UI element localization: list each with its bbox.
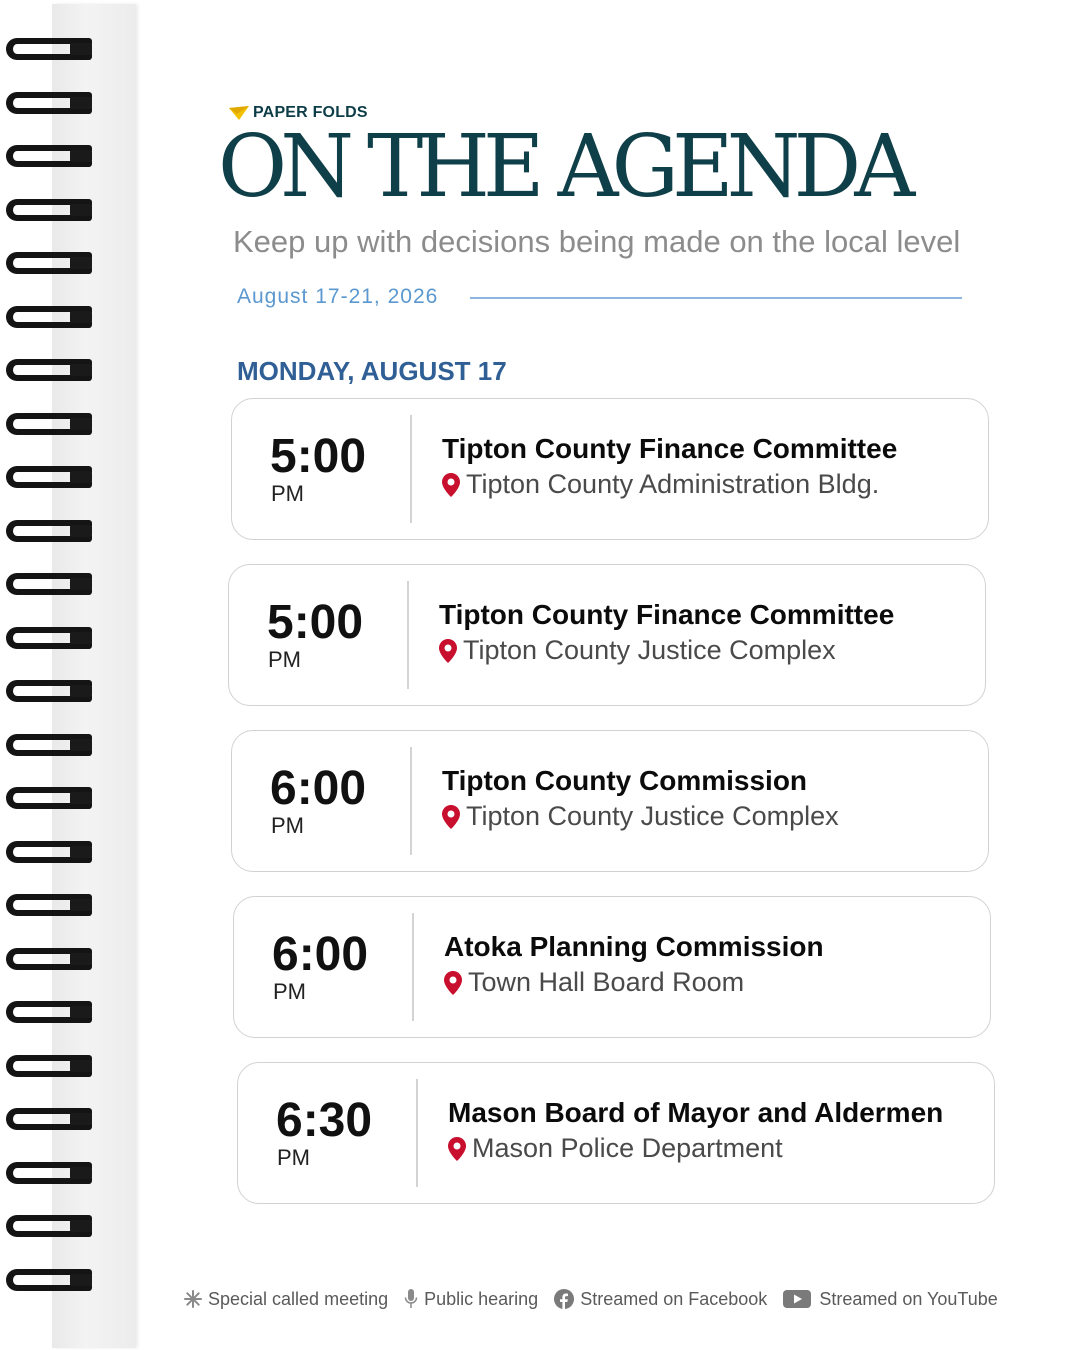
card-divider bbox=[412, 913, 414, 1021]
meeting-location-text: Town Hall Board Room bbox=[468, 967, 745, 997]
date-divider bbox=[470, 297, 962, 299]
meeting-location bbox=[442, 801, 839, 832]
meeting-location bbox=[439, 635, 836, 666]
binding-hole bbox=[70, 792, 92, 804]
binding-hole bbox=[70, 1006, 92, 1018]
meeting-time: 6:00 bbox=[270, 762, 367, 815]
meeting-location-text: Tipton County Justice Complex bbox=[466, 801, 839, 831]
binding-hole bbox=[70, 1220, 92, 1232]
meeting-ampm: PM bbox=[268, 647, 301, 672]
meeting-time: 6:30 bbox=[276, 1094, 373, 1147]
meeting-name: Tipton County Commission bbox=[442, 765, 808, 796]
binding-hole bbox=[70, 685, 92, 697]
card-divider bbox=[407, 581, 409, 689]
meeting-card bbox=[233, 896, 991, 1038]
binding-hole bbox=[70, 953, 92, 965]
date-range: August 17-21, 2026 bbox=[237, 285, 439, 308]
binding-hole bbox=[70, 1060, 92, 1072]
binding-hole bbox=[70, 204, 92, 216]
meeting-location-text: Tipton County Administration Bldg. bbox=[466, 469, 880, 499]
spiral-binding bbox=[0, 0, 140, 1350]
card-divider bbox=[410, 415, 412, 523]
binding-hole bbox=[70, 846, 92, 858]
meeting-time: 5:00 bbox=[267, 596, 364, 649]
binding-hole bbox=[70, 1113, 92, 1125]
day-heading: MONDAY, AUGUST 17 bbox=[237, 356, 507, 386]
meeting-card bbox=[228, 564, 986, 706]
meeting-name: Tipton County Finance Committee bbox=[442, 433, 898, 464]
microphone-icon bbox=[404, 1288, 418, 1310]
legend-youtube-label: Streamed on YouTube bbox=[819, 1288, 998, 1309]
legend-hearing bbox=[404, 1288, 538, 1310]
binding-hole bbox=[70, 257, 92, 269]
meeting-card bbox=[237, 1062, 995, 1204]
legend-facebook-label: Streamed on Facebook bbox=[580, 1288, 768, 1309]
legend bbox=[184, 1288, 1014, 1310]
binding-hole bbox=[70, 739, 92, 751]
meeting-location-text: Tipton County Justice Complex bbox=[463, 635, 836, 665]
meeting-name: Mason Board of Mayor and Aldermen bbox=[448, 1097, 944, 1128]
meeting-location bbox=[444, 967, 744, 998]
card-divider bbox=[410, 747, 412, 855]
meeting-location-text: Mason Police Department bbox=[472, 1133, 783, 1163]
binding-hole bbox=[70, 1167, 92, 1179]
meeting-ampm: PM bbox=[271, 481, 304, 506]
binding-hole bbox=[70, 899, 92, 911]
location-pin-icon bbox=[444, 971, 462, 995]
binding-hole bbox=[70, 578, 92, 590]
page-title: ON THE AGENDA bbox=[218, 117, 909, 217]
meeting-card bbox=[231, 398, 989, 540]
meeting-time: 6:00 bbox=[272, 928, 369, 981]
facebook-icon bbox=[554, 1289, 574, 1309]
binding-hole bbox=[70, 632, 92, 644]
meeting-name: Atoka Planning Commission bbox=[444, 931, 824, 962]
meeting-location bbox=[448, 1133, 783, 1164]
binding-hole bbox=[70, 418, 92, 430]
location-pin-icon bbox=[442, 473, 460, 497]
meeting-time: 5:00 bbox=[270, 430, 367, 483]
location-pin-icon bbox=[439, 639, 457, 663]
meeting-name: Tipton County Finance Committee bbox=[439, 599, 895, 630]
brand-name: PAPER FOLDS bbox=[253, 104, 368, 121]
binding-hole bbox=[70, 97, 92, 109]
legend-special-label: Special called meeting bbox=[208, 1288, 389, 1309]
page-subtitle: Keep up with decisions being made on the local level bbox=[233, 224, 961, 259]
legend-facebook bbox=[554, 1289, 767, 1310]
meeting-ampm: PM bbox=[273, 979, 306, 1004]
location-pin-icon bbox=[442, 805, 460, 829]
meeting-ampm: PM bbox=[277, 1145, 310, 1170]
asterisk-icon bbox=[184, 1290, 202, 1308]
binding-hole bbox=[70, 1274, 92, 1286]
binding-hole bbox=[70, 311, 92, 323]
binding-hole bbox=[70, 150, 92, 162]
binding-hole bbox=[70, 43, 92, 55]
card-divider bbox=[416, 1079, 418, 1187]
binding-hole bbox=[70, 471, 92, 483]
legend-special bbox=[184, 1289, 388, 1310]
binding-hole bbox=[70, 364, 92, 376]
youtube-icon bbox=[783, 1289, 813, 1309]
meeting-card bbox=[231, 730, 989, 872]
location-pin-icon bbox=[448, 1137, 466, 1161]
legend-youtube bbox=[783, 1289, 997, 1310]
legend-hearing-label: Public hearing bbox=[424, 1288, 539, 1309]
binding-hole bbox=[70, 525, 92, 537]
meeting-ampm: PM bbox=[271, 813, 304, 838]
meeting-location bbox=[442, 469, 879, 500]
